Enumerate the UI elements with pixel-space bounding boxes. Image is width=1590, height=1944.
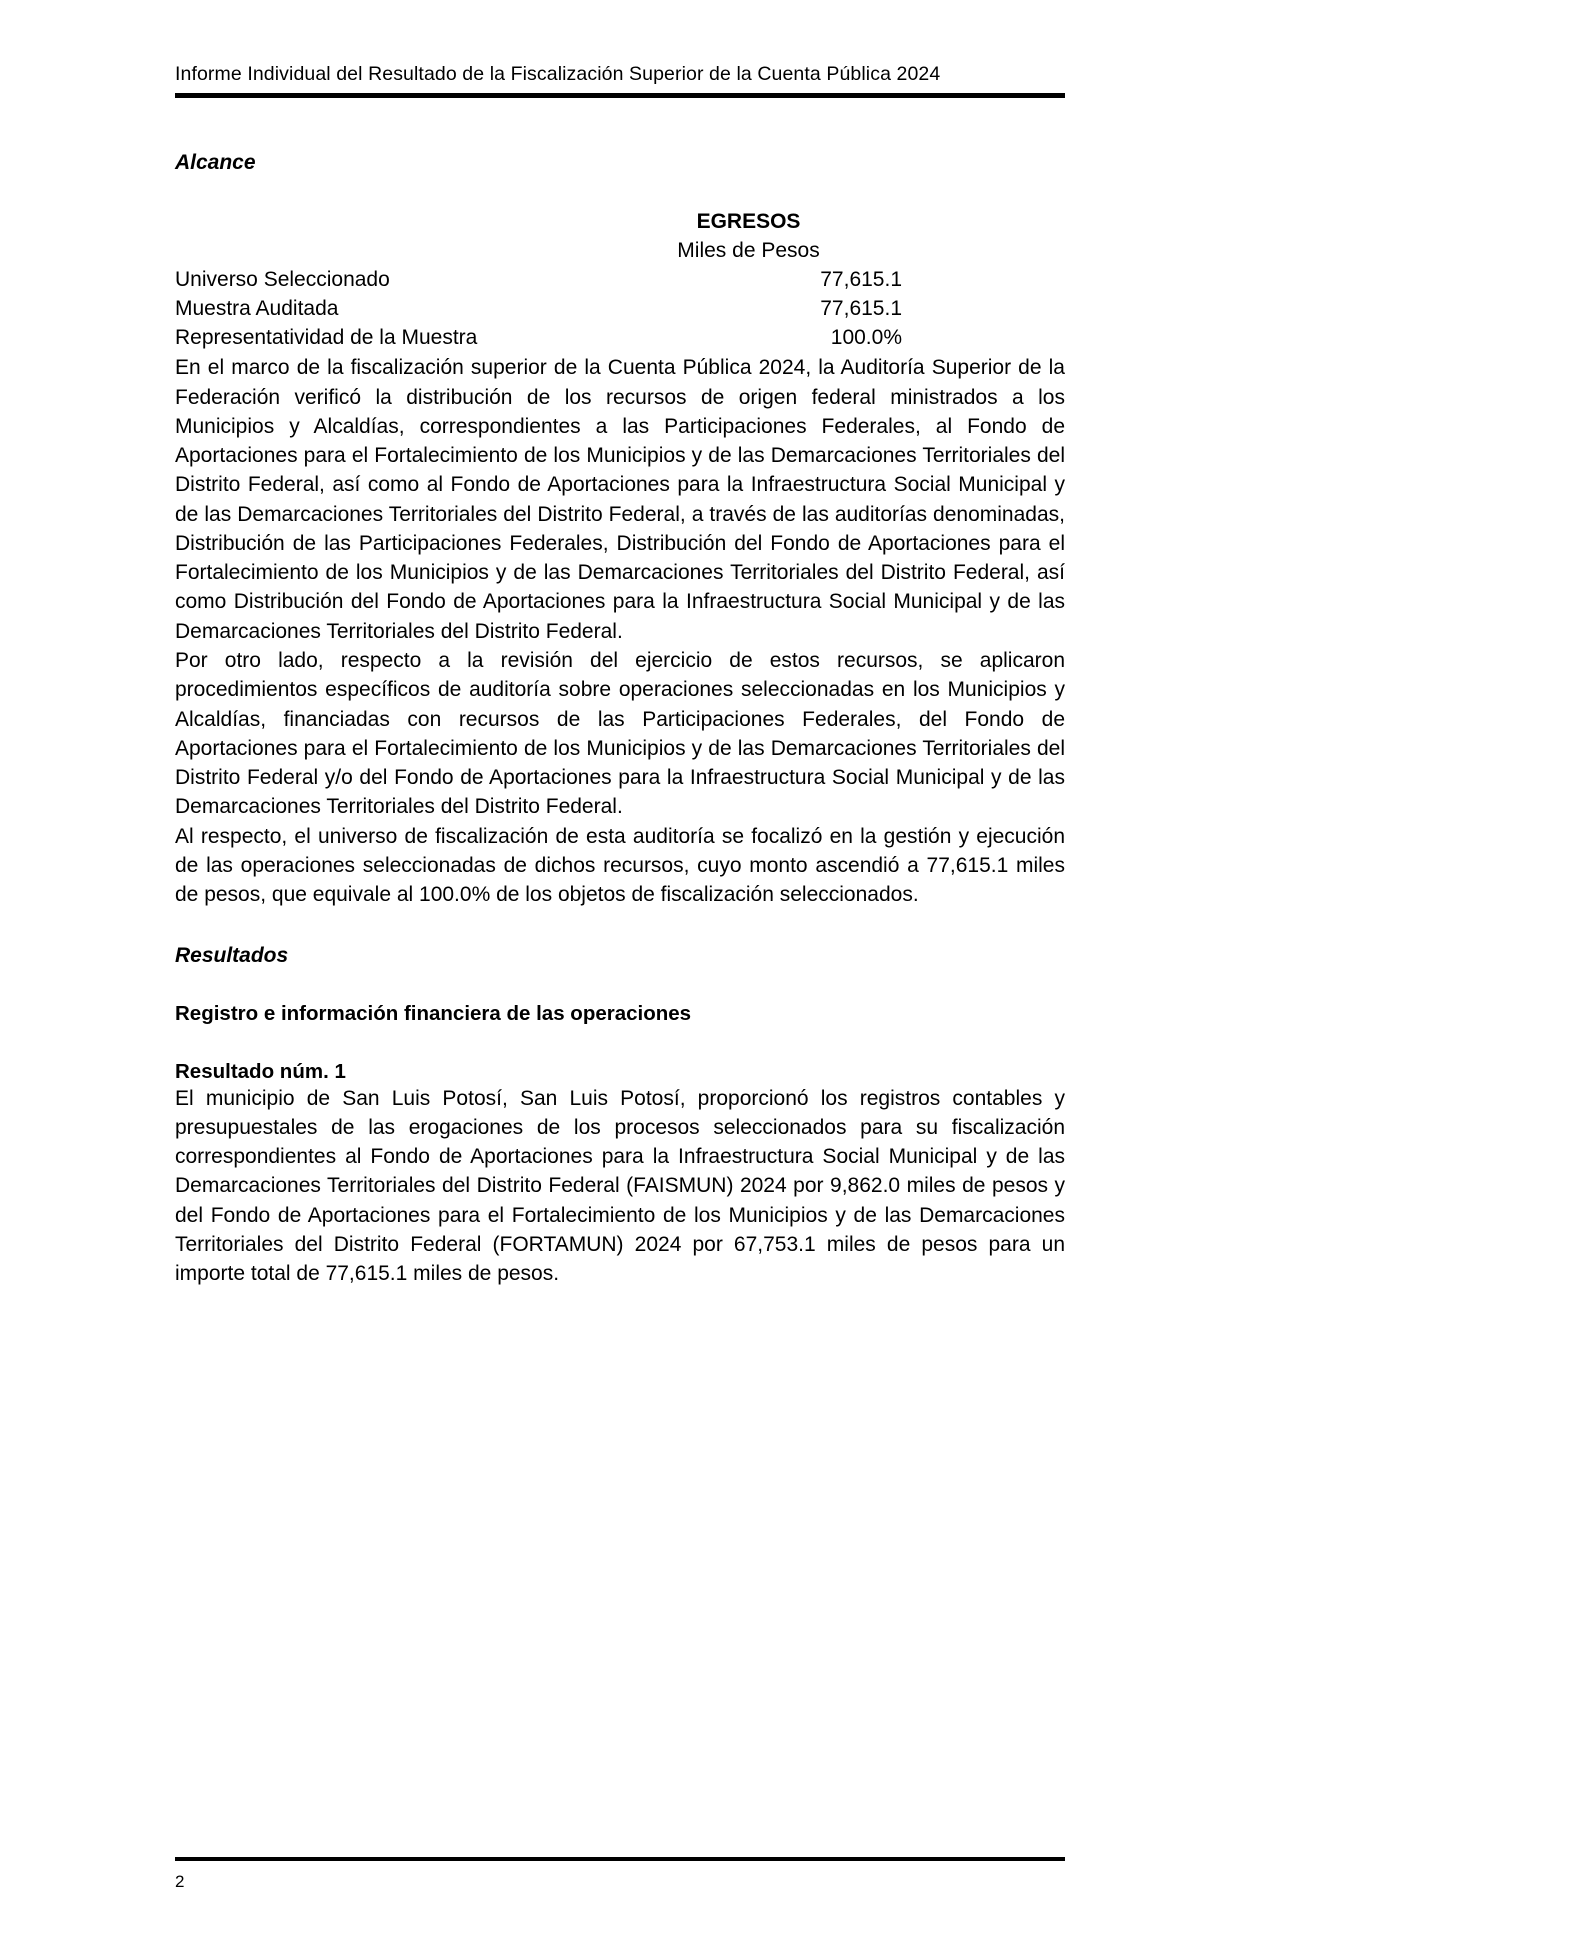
table-row — [175, 266, 902, 295]
resultados-heading: Resultados — [175, 943, 289, 967]
table-header-spacer — [175, 208, 595, 237]
row-value-muestra: 77,615.1 — [820, 297, 902, 321]
resultado-paragraph-1: El municipio de San Luis Potosí, San Luis Potosí, proporcionó los registros contables y presupuestales de las erogaciones de los procesos seleccionados para su fiscalización correspondientes al Fondo de Aportaciones para la Infraestructura Social Municipal y de las Demarcaciones Territoriales del Distrito Federal (FAISMUN) 2024 por 9,862.0 miles de pesos y del Fondo de Aportaciones para el Fortalecimiento de los Municipios y de las Demarcaciones Territoriales del Distrito Federal (FORTAMUN) 2024 por 67,753.1 miles de pesos para un importe total de 77,615.1 miles de pesos. — [175, 1086, 1065, 1286]
table-subheader-row — [175, 237, 902, 266]
header-divider — [175, 93, 1065, 98]
table-row — [175, 324, 902, 353]
row-value-universo: 77,615.1 — [820, 268, 902, 292]
alcance-paragraph-3: Al respecto, el universo de fiscalización de esta auditoría se focalizó en la gestión y ejecución de las operaciones seleccionadas de dichos recursos, cuyo monto ascendió a 77,615.1 miles de pesos, que equivale al 100.0% de los objetos de fiscalización seleccionados. — [175, 824, 1065, 907]
table-row — [175, 295, 902, 324]
alcance-heading: Alcance — [175, 151, 256, 175]
header-title: Informe Individual del Resultado de la Fiscalización Superior de la Cuenta Pública 2024 — [175, 63, 941, 85]
table-column-subheader: Miles de Pesos — [677, 239, 820, 263]
page-number: 2 — [175, 1872, 185, 1891]
alcance-section — [175, 151, 1065, 909]
footer-divider — [175, 1857, 1065, 1861]
egresos-table — [175, 208, 902, 353]
page-footer — [175, 1857, 1065, 1944]
table-subheader-spacer — [175, 237, 595, 266]
row-label-muestra: Muestra Auditada — [175, 297, 339, 321]
table-column-header: EGRESOS — [696, 210, 801, 234]
table-header-row — [175, 208, 902, 237]
alcance-paragraph-1: En el marco de la fiscalización superior de la Cuenta Pública 2024, la Auditoría Superior de la Federación verificó la distribución de los recursos de origen federal ministrados a los Municipios y Alcaldías, correspondientes a las Participaciones Federales, al Fondo de Aportaciones para el Fortalecimiento de los Municipios y de las Demarcaciones Territoriales del Distrito Federal, así como al Fondo de Aportaciones para la Infraestructura Social Municipal y de las Demarcaciones Territoriales del Distrito Federal, a través de las auditorías denominadas, Distribución de las Participaciones Federales, Distribución del Fondo de Aportaciones para el Fortalecimiento de los Municipios y de las Demarcaciones Territoriales del Distrito Federal, así como Distribución del Fondo de Aportaciones para la Infraestructura Social Municipal y de las Demarcaciones Territoriales del Distrito Federal. — [175, 356, 1065, 643]
alcance-paragraph-2: Por otro lado, respecto a la revisión del ejercicio de estos recursos, se aplicaron procedimientos específicos de auditoría sobre operaciones seleccionadas en los Municipios y Alcaldías, financiadas con recursos de las Participaciones Federales, del Fondo de Aportaciones para el Fortalecimiento de los Municipios y de las Demarcaciones Territoriales del Distrito Federal y/o del Fondo de Aportaciones para la Infraestructura Social Municipal y de las Demarcaciones Territoriales del Distrito Federal. — [175, 649, 1065, 819]
resultados-section — [175, 944, 1065, 1289]
resultados-section-heading: Registro e información financiera de las operaciones — [175, 1001, 692, 1025]
row-label-representatividad: Representatividad de la Muestra — [175, 326, 478, 350]
page-content — [175, 0, 1065, 1289]
resultado-num-heading: Resultado núm. 1 — [175, 1059, 346, 1083]
page-header — [175, 0, 1065, 98]
row-label-universo: Universo Seleccionado — [175, 268, 390, 292]
row-value-representatividad: 100.0% — [830, 326, 902, 350]
